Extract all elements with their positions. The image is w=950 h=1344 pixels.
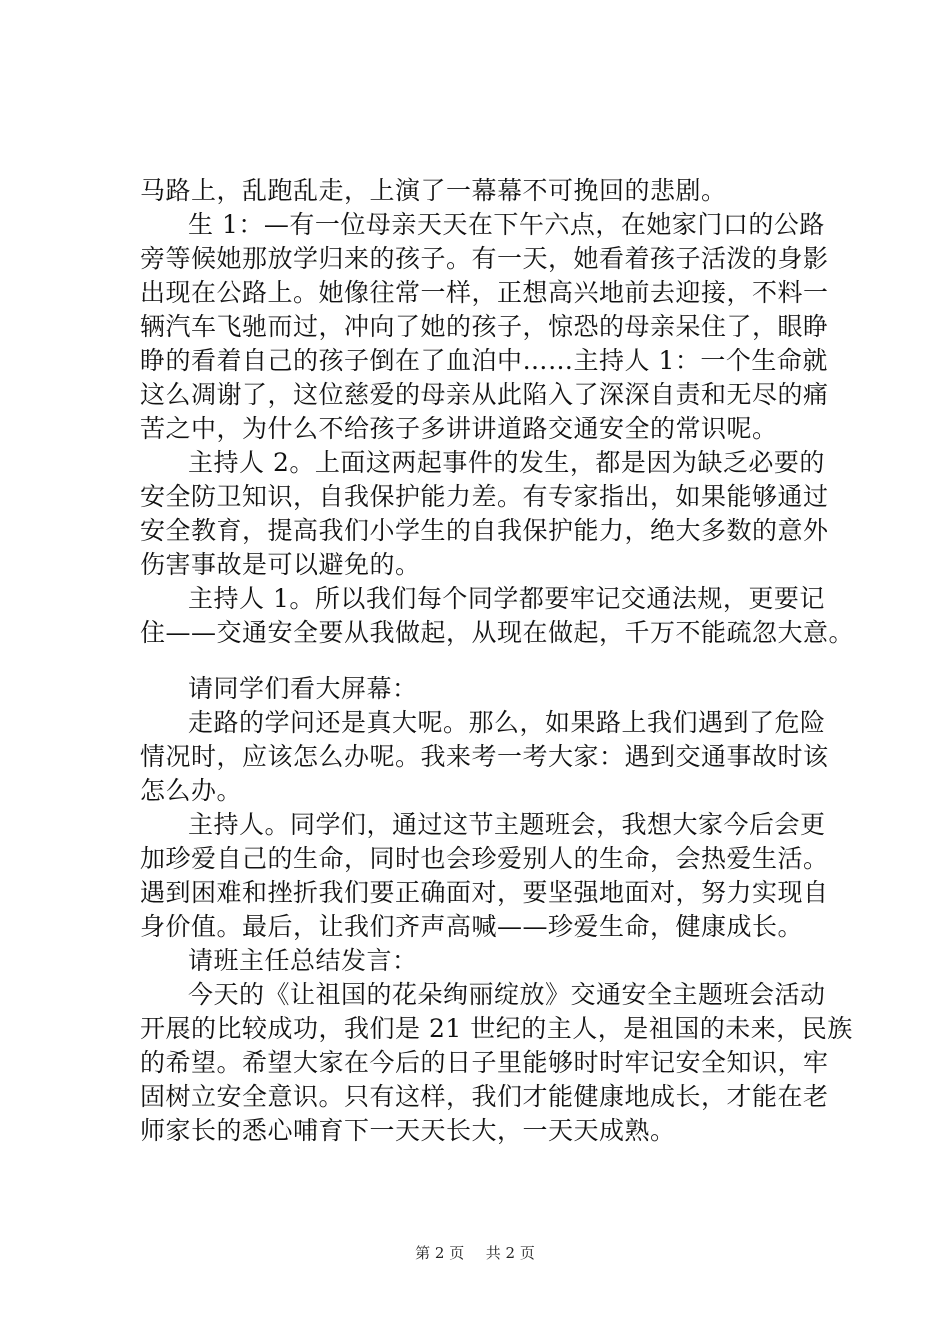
text-line: 生 1：—有一位母亲天天在下午六点，在她家门口的公路 — [188, 210, 825, 239]
text-line: 师家长的悉心哺育下一天天长大，一天天成熟。 — [140, 1116, 676, 1145]
text-line: 这么凋谢了，这位慈爱的母亲从此陷入了深深自责和无尽的痛 — [140, 380, 829, 409]
document-body — [140, 174, 855, 1148]
text-line: 怎么办。 — [140, 776, 243, 805]
text-line: 主持人 2。上面这两起事件的发生，都是因为缺乏必要的 — [188, 448, 825, 477]
text-line: 马路上，乱跑乱走，上演了一幕幕不可挽回的悲剧。 — [140, 176, 727, 205]
text-line: 今天的《让祖国的花朵绚丽绽放》交通安全主题班会活动 — [188, 980, 826, 1009]
text-line: 安全防卫知识，自我保护能力差。有专家指出，如果能够通过 — [140, 482, 829, 511]
text-line: 固树立安全意识。只有这样，我们才能健康地成长，才能在老 — [140, 1082, 829, 1111]
text-line: 身价值。最后，让我们齐声高喊——珍爱生命，健康成长。 — [140, 912, 804, 941]
text-line: 主持人。同学们，通过这节主题班会，我想大家今后会更 — [188, 810, 826, 839]
text-line: 住——交通安全要从我做起，从现在做起，千万不能疏忽大意。 — [140, 618, 855, 647]
text-line: 主持人 1。所以我们每个同学都要牢记交通法规，更要记 — [188, 584, 825, 613]
text-line: 走路的学问还是真大呢。那么，如果路上我们遇到了危险 — [188, 708, 826, 737]
text-line: 的希望。希望大家在今后的日子里能够时时牢记安全知识，牢 — [140, 1048, 829, 1077]
text-line: 苦之中，为什么不给孩子多讲讲道路交通安全的常识呢。 — [140, 414, 778, 443]
text-line: 情况时，应该怎么办呢。我来考一考大家：遇到交通事故时该 — [140, 742, 829, 771]
text-line: 加珍爱自己的生命，同时也会珍爱别人的生命，会热爱生活。 — [140, 844, 829, 873]
text-line: 安全教育，提高我们小学生的自我保护能力，绝大多数的意外 — [140, 516, 829, 545]
text-line: 辆汽车飞驰而过，冲向了她的孩子，惊恐的母亲呆住了，眼睁 — [140, 312, 829, 341]
page-number: 第 2 页 — [415, 1244, 465, 1262]
paragraph-gap — [140, 650, 850, 672]
text-line: 遇到困难和挫折我们要正确面对，要坚强地面对，努力实现自 — [140, 878, 829, 907]
text-line: 开展的比较成功，我们是 21 世纪的主人，是祖国的未来，民族 — [140, 1014, 853, 1043]
text-line: 旁等候她那放学归来的孩子。有一天，她看着孩子活泼的身影 — [140, 244, 829, 273]
text-line: 睁的看着自己的孩子倒在了血泊中……主持人 1：一个生命就 — [140, 346, 828, 375]
text-line: 请同学们看大屏幕： — [188, 674, 418, 703]
page-footer — [0, 1243, 950, 1263]
text-line: 伤害事故是可以避免的。 — [140, 550, 421, 579]
page-total: 共 2 页 — [485, 1244, 535, 1262]
text-line: 请班主任总结发言： — [188, 946, 418, 975]
text-line: 出现在公路上。她像往常一样，正想高兴地前去迎接，不料一 — [140, 278, 829, 307]
